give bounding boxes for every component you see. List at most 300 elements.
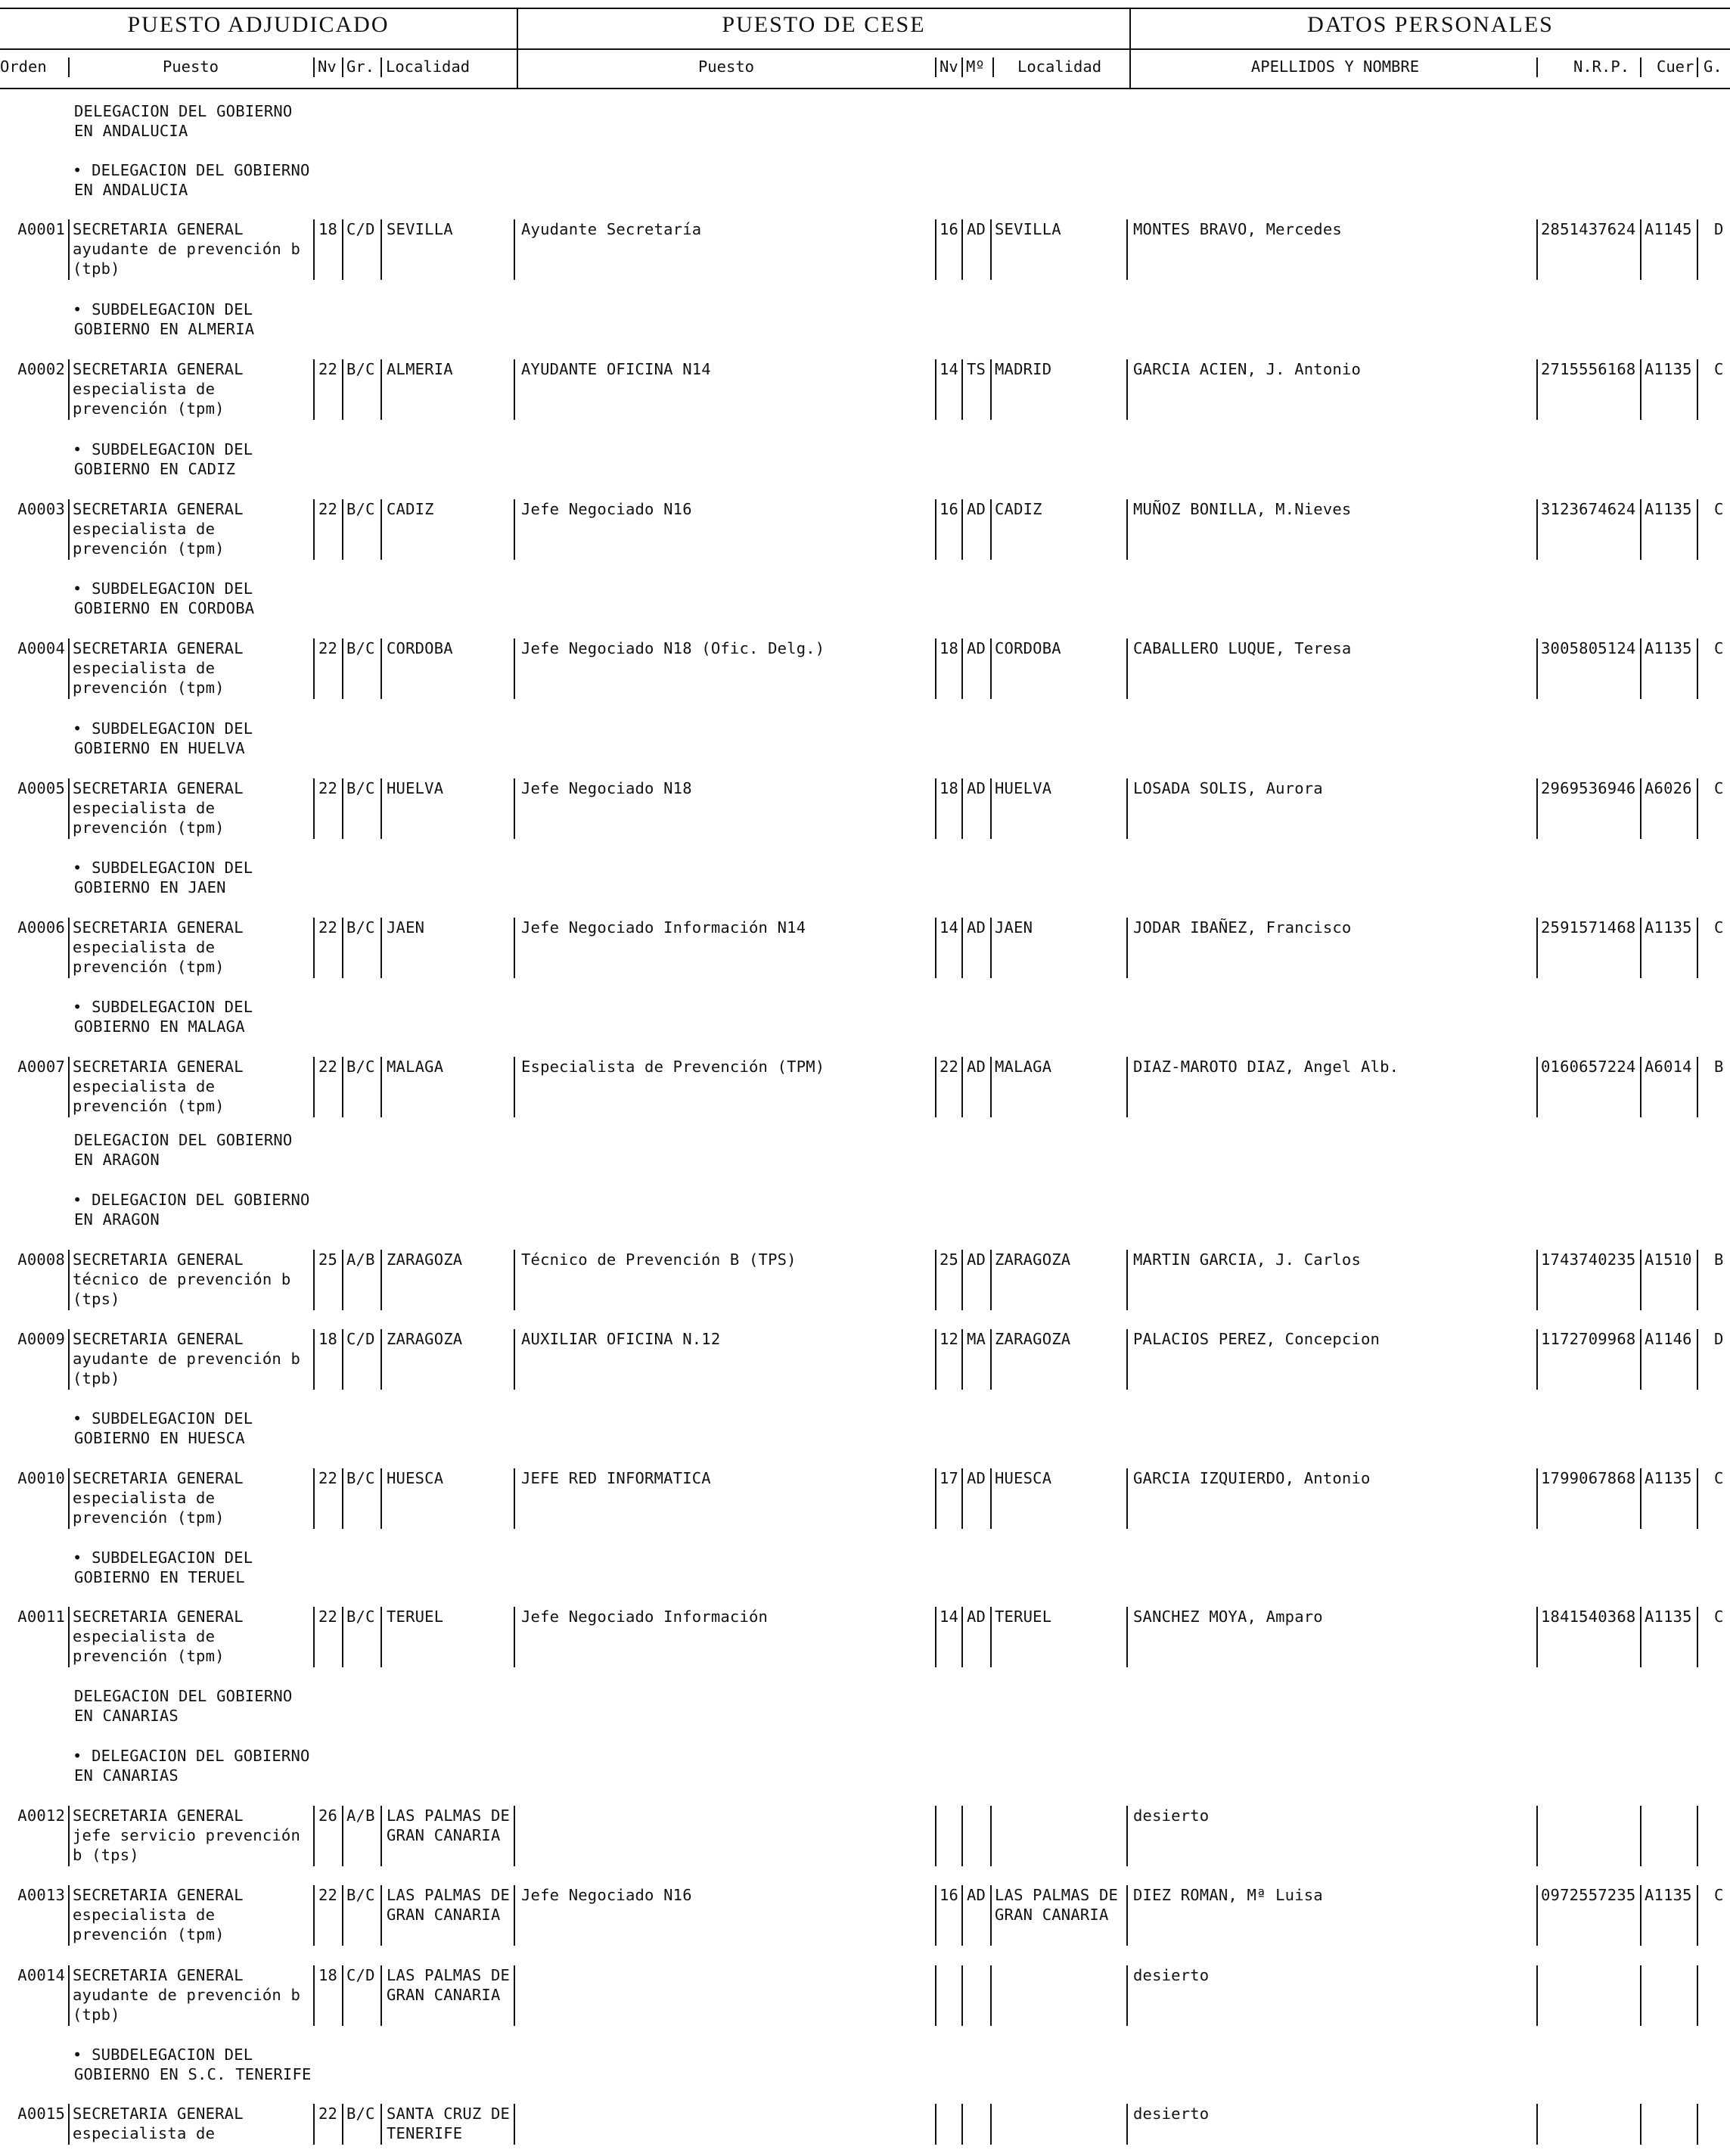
cell-separator xyxy=(313,1607,315,1667)
row-puesto: SECRETARIA GENERAL xyxy=(73,360,244,378)
row-puesto: SECRETARIA GENERAL xyxy=(73,1058,244,1076)
row-g: D xyxy=(1714,220,1724,238)
cell-separator xyxy=(342,1250,343,1310)
row-m: AD xyxy=(967,1250,986,1269)
cell-separator xyxy=(1640,778,1641,839)
cell-separator xyxy=(961,918,963,978)
cell-separator xyxy=(961,1329,963,1390)
cell-separator xyxy=(380,1806,382,1866)
col-g: G. xyxy=(1704,57,1722,76)
cell-separator xyxy=(935,1329,936,1390)
section-heading: EN ARAGON xyxy=(74,1210,160,1229)
cell-separator xyxy=(990,1607,992,1667)
row-localidad: SANTA CRUZ DE xyxy=(387,2105,511,2123)
row-puesto: SECRETARIA GENERAL xyxy=(73,639,244,657)
cell-separator xyxy=(990,1329,992,1390)
col-nrp: N.R.P. xyxy=(1573,57,1630,76)
cell-separator xyxy=(514,1250,515,1310)
cell-separator xyxy=(961,638,963,699)
cell-separator xyxy=(380,778,382,839)
cell-separator xyxy=(1536,2104,1538,2145)
cell-separator xyxy=(68,359,70,420)
cell-separator xyxy=(68,1965,70,2026)
row-puesto: SECRETARIA GENERAL xyxy=(73,1608,244,1626)
row-puesto: (tpb) xyxy=(73,1369,120,1387)
cell-separator xyxy=(1697,1250,1698,1310)
section-heading: • SUBDELEGACION DEL xyxy=(73,2046,253,2064)
row-puesto: especialista de xyxy=(73,938,216,956)
cell-separator xyxy=(514,219,515,280)
cell-separator xyxy=(1697,918,1698,978)
row-m: AD xyxy=(967,1608,986,1626)
row-orden: A0008 xyxy=(17,1250,65,1269)
section-heading: GOBIERNO EN JAEN xyxy=(74,878,226,896)
cell-separator xyxy=(313,219,315,280)
section-heading: GOBIERNO EN ALMERIA xyxy=(74,320,255,338)
row-localidad: LAS PALMAS DE xyxy=(387,1966,511,1984)
cell-separator xyxy=(313,1057,315,1117)
row-puesto: especialista de xyxy=(73,1906,216,1924)
row-puesto: prevención (tpm) xyxy=(73,958,225,976)
row-orden: A0010 xyxy=(17,1469,65,1487)
row-nrp: 2591571468 xyxy=(1541,918,1636,937)
cell-separator xyxy=(1697,1607,1698,1667)
cell-separator xyxy=(514,1468,515,1529)
col-nombre: APELLIDOS Y NOMBRE xyxy=(1250,57,1420,76)
cell-separator xyxy=(68,2104,70,2145)
row-puesto: SECRETARIA GENERAL xyxy=(73,1330,244,1348)
row-localidad: TERUEL xyxy=(387,1608,444,1626)
cell-separator xyxy=(342,1468,343,1529)
section-heading: • DELEGACION DEL GOBIERNO xyxy=(73,1191,310,1209)
cell-separator xyxy=(935,918,936,978)
col-sep xyxy=(992,57,994,77)
cell-separator xyxy=(68,638,70,699)
row-m: AD xyxy=(967,1058,986,1076)
row-nv-cese: 25 xyxy=(940,1250,959,1269)
cell-separator xyxy=(1640,638,1641,699)
row-puesto: ayudante de prevención b xyxy=(73,1350,301,1368)
row-orden: A0011 xyxy=(17,1608,65,1626)
cell-separator xyxy=(935,359,936,420)
row-gr: B/C xyxy=(346,500,375,518)
col-puesto-cese: Puesto xyxy=(697,57,755,76)
header-puesto-adjudicado: PUESTO ADJUDICADO xyxy=(127,12,390,37)
row-cuer: A1135 xyxy=(1645,1608,1692,1626)
row-orden: A0006 xyxy=(17,918,65,937)
cell-separator xyxy=(342,2104,343,2145)
cell-separator xyxy=(1640,1057,1641,1117)
cell-separator xyxy=(68,1329,70,1390)
cell-separator xyxy=(68,1468,70,1529)
row-nv: 22 xyxy=(318,918,338,937)
row-puesto-cese: Jefe Negociado N18 xyxy=(521,779,692,797)
cell-separator xyxy=(1536,918,1538,978)
row-gr: B/C xyxy=(346,1886,375,1904)
cell-separator xyxy=(342,1607,343,1667)
cell-separator xyxy=(961,1057,963,1117)
row-localidad: HUELVA xyxy=(387,779,444,797)
row-localidad-cese: HUESCA xyxy=(995,1469,1052,1487)
row-puesto: SECRETARIA GENERAL xyxy=(73,1469,244,1487)
row-puesto: prevención (tpm) xyxy=(73,399,225,418)
row-nrp: 1743740235 xyxy=(1541,1250,1636,1269)
col-sep xyxy=(1640,57,1641,77)
row-nv-cese: 14 xyxy=(940,918,959,937)
row-localidad-cese: CORDOBA xyxy=(995,639,1061,657)
cell-separator xyxy=(1697,1468,1698,1529)
row-orden: A0012 xyxy=(17,1807,65,1825)
row-gr: B/C xyxy=(346,1058,375,1076)
row-puesto: especialista de xyxy=(73,1627,216,1645)
cell-separator xyxy=(313,1806,315,1866)
cell-separator xyxy=(1126,1607,1128,1667)
cell-separator xyxy=(1640,1607,1641,1667)
cell-separator xyxy=(313,499,315,560)
cell-separator xyxy=(342,638,343,699)
row-nv: 22 xyxy=(318,1886,338,1904)
row-cuer: A6026 xyxy=(1645,779,1692,797)
cell-separator xyxy=(68,1607,70,1667)
cell-separator xyxy=(380,1057,382,1117)
cell-separator xyxy=(68,219,70,280)
row-nrp: 3005805124 xyxy=(1541,639,1636,657)
cell-separator xyxy=(68,918,70,978)
row-puesto: prevención (tpm) xyxy=(73,1508,225,1527)
section-heading: • SUBDELEGACION DEL xyxy=(73,998,253,1016)
cell-separator xyxy=(514,918,515,978)
row-m: AD xyxy=(967,1886,986,1904)
row-localidad-cese: MADRID xyxy=(995,360,1052,378)
row-localidad: JAEN xyxy=(387,918,425,937)
row-gr: B/C xyxy=(346,779,375,797)
cell-separator xyxy=(1126,499,1128,560)
cell-separator xyxy=(342,1329,343,1390)
row-nv: 22 xyxy=(318,2105,338,2123)
row-nv: 22 xyxy=(318,779,338,797)
cell-separator xyxy=(342,1965,343,2026)
col-sep xyxy=(935,57,936,77)
row-nv-cese: 16 xyxy=(940,220,959,238)
cell-separator xyxy=(313,918,315,978)
col-localidad-adj: Localidad xyxy=(386,57,471,76)
cell-separator xyxy=(1697,2104,1698,2145)
cell-separator xyxy=(342,219,343,280)
row-puesto: (tpb) xyxy=(73,259,120,278)
row-puesto: SECRETARIA GENERAL xyxy=(73,500,244,518)
col-sep xyxy=(342,57,343,77)
cell-separator xyxy=(1536,359,1538,420)
cell-separator xyxy=(313,1965,315,2026)
cell-separator xyxy=(380,1885,382,1946)
cell-separator xyxy=(514,1057,515,1117)
cell-separator xyxy=(1640,1250,1641,1310)
row-localidad-cese: SEVILLA xyxy=(995,220,1061,238)
cell-separator xyxy=(935,1468,936,1529)
row-nombre: PALACIOS PEREZ, Concepcion xyxy=(1133,1330,1381,1348)
cell-separator xyxy=(961,1607,963,1667)
cell-separator xyxy=(990,499,992,560)
row-cuer: A1135 xyxy=(1645,360,1692,378)
row-localidad-cese: JAEN xyxy=(995,918,1033,937)
row-nrp: 0160657224 xyxy=(1541,1058,1636,1076)
cell-separator xyxy=(380,499,382,560)
row-nombre: GARCIA ACIEN, J. Antonio xyxy=(1133,360,1362,378)
row-localidad: CADIZ xyxy=(387,500,434,518)
cell-separator xyxy=(313,1885,315,1946)
header-datos-personales: DATOS PERSONALES xyxy=(1307,12,1554,37)
row-nv-cese: 18 xyxy=(940,639,959,657)
cell-separator xyxy=(1126,918,1128,978)
col-sep xyxy=(313,57,315,77)
cell-separator xyxy=(514,359,515,420)
row-g: C xyxy=(1714,918,1724,937)
row-nrp: 1841540368 xyxy=(1541,1608,1636,1626)
cell-separator xyxy=(1697,1806,1698,1866)
row-nv: 18 xyxy=(318,220,338,238)
cell-separator xyxy=(68,778,70,839)
cell-separator xyxy=(1536,499,1538,560)
row-localidad: ZARAGOZA xyxy=(387,1250,463,1269)
cell-separator xyxy=(961,359,963,420)
col-sep xyxy=(1697,57,1698,77)
row-nombre: DIEZ ROMAN, Mª Luisa xyxy=(1133,1886,1323,1904)
row-gr: A/B xyxy=(346,1807,375,1825)
row-puesto: especialista de xyxy=(73,380,216,398)
cell-separator xyxy=(961,778,963,839)
section-heading: EN ANDALUCIA xyxy=(74,122,188,140)
row-m: AD xyxy=(967,220,986,238)
cell-separator xyxy=(380,638,382,699)
cell-separator xyxy=(313,1250,315,1310)
header-puesto-cese: PUESTO DE CESE xyxy=(722,12,926,37)
cell-separator xyxy=(1640,2104,1641,2145)
section-heading: EN ANDALUCIA xyxy=(74,181,188,199)
row-nrp: 3123674624 xyxy=(1541,500,1636,518)
row-g: C xyxy=(1714,360,1724,378)
row-puesto: prevención (tpm) xyxy=(73,1647,225,1665)
cell-separator xyxy=(1640,1965,1641,2026)
row-localidad: MALAGA xyxy=(387,1058,444,1076)
section-heading: • SUBDELEGACION DEL xyxy=(73,1549,253,1567)
section-heading: • SUBDELEGACION DEL xyxy=(73,859,253,877)
row-g: C xyxy=(1714,1886,1724,1904)
row-g: D xyxy=(1714,1330,1724,1348)
cell-separator xyxy=(961,1468,963,1529)
row-nv-cese: 14 xyxy=(940,360,959,378)
row-orden: A0013 xyxy=(17,1886,65,1904)
row-puesto: especialista de xyxy=(73,799,216,817)
section-heading: • SUBDELEGACION DEL xyxy=(73,719,253,738)
row-g: C xyxy=(1714,1469,1724,1487)
cell-separator xyxy=(1126,1057,1128,1117)
row-localidad-cese: ZARAGOZA xyxy=(995,1250,1071,1269)
row-puesto: ayudante de prevención b xyxy=(73,1986,301,2004)
cell-separator xyxy=(1536,1468,1538,1529)
row-gr: B/C xyxy=(346,1469,375,1487)
cell-separator xyxy=(990,638,992,699)
row-puesto: SECRETARIA GENERAL xyxy=(73,1807,244,1825)
cell-separator xyxy=(1536,1806,1538,1866)
row-m: AD xyxy=(967,639,986,657)
row-puesto: prevención (tpm) xyxy=(73,1925,225,1943)
cell-separator xyxy=(1640,1468,1641,1529)
row-puesto: ayudante de prevención b xyxy=(73,240,301,258)
cell-separator xyxy=(342,918,343,978)
col-nv-adj: Nv xyxy=(318,57,337,76)
row-gr: A/B xyxy=(346,1250,375,1269)
cell-separator xyxy=(514,1806,515,1866)
row-puesto: SECRETARIA GENERAL xyxy=(73,1886,244,1904)
cell-separator xyxy=(514,1329,515,1390)
section-heading: EN CANARIAS xyxy=(74,1707,179,1725)
row-gr: B/C xyxy=(346,360,375,378)
section-heading: • SUBDELEGACION DEL xyxy=(73,1409,253,1427)
row-localidad-cese: GRAN CANARIA xyxy=(995,1906,1109,1924)
cell-separator xyxy=(380,359,382,420)
cell-separator xyxy=(514,638,515,699)
cell-separator xyxy=(990,1250,992,1310)
row-nv: 18 xyxy=(318,1966,338,1984)
cell-separator xyxy=(313,778,315,839)
row-nv: 25 xyxy=(318,1250,338,1269)
section-heading: • DELEGACION DEL GOBIERNO xyxy=(73,1747,310,1765)
row-m: AD xyxy=(967,1469,986,1487)
row-puesto-cese: Jefe Negociado N16 xyxy=(521,1886,692,1904)
row-localidad: TENERIFE xyxy=(387,2124,463,2142)
cell-separator xyxy=(961,499,963,560)
row-nrp: 2715556168 xyxy=(1541,360,1636,378)
cell-separator xyxy=(1126,1965,1128,2026)
cell-separator xyxy=(1536,1885,1538,1946)
cell-separator xyxy=(514,1885,515,1946)
cell-separator xyxy=(1697,1885,1698,1946)
section-heading: EN CANARIAS xyxy=(74,1766,179,1785)
col-nv-cese: Nv xyxy=(940,57,958,76)
cell-separator xyxy=(514,1607,515,1667)
row-puesto-cese: Jefe Negociado Información xyxy=(521,1608,769,1626)
row-m: MA xyxy=(967,1330,986,1348)
row-m: AD xyxy=(967,779,986,797)
cell-separator xyxy=(935,1607,936,1667)
cell-separator xyxy=(990,1806,992,1866)
row-puesto: (tps) xyxy=(73,1290,120,1308)
cell-separator xyxy=(1126,219,1128,280)
cell-separator xyxy=(313,359,315,420)
cell-separator xyxy=(1697,359,1698,420)
cell-separator xyxy=(1640,918,1641,978)
row-puesto-cese: Jefe Negociado N18 (Ofic. Delg.) xyxy=(521,639,825,657)
cell-separator xyxy=(68,1250,70,1310)
cell-separator xyxy=(1126,359,1128,420)
cell-separator xyxy=(1126,638,1128,699)
cell-separator xyxy=(380,2104,382,2145)
cell-separator xyxy=(1536,778,1538,839)
row-nombre: DIAZ-MAROTO DIAZ, Angel Alb. xyxy=(1133,1058,1399,1076)
row-nombre: SANCHEZ MOYA, Amparo xyxy=(1133,1608,1323,1626)
row-nv-cese: 12 xyxy=(940,1330,959,1348)
top-rule xyxy=(0,8,1730,9)
row-localidad: LAS PALMAS DE xyxy=(387,1886,511,1904)
row-gr: B/C xyxy=(346,918,375,937)
cell-separator xyxy=(935,778,936,839)
row-cuer: A1135 xyxy=(1645,639,1692,657)
cell-separator xyxy=(313,1329,315,1390)
row-puesto: especialista de xyxy=(73,520,216,538)
row-m: AD xyxy=(967,918,986,937)
row-m: AD xyxy=(967,500,986,518)
row-puesto: prevención (tpm) xyxy=(73,539,225,558)
cell-separator xyxy=(1536,219,1538,280)
cell-separator xyxy=(68,499,70,560)
row-puesto: prevención (tpm) xyxy=(73,1097,225,1115)
col-sep xyxy=(961,57,963,77)
cell-separator xyxy=(1697,1965,1698,2026)
row-cuer: A1135 xyxy=(1645,1469,1692,1487)
row-puesto: (tpb) xyxy=(73,2005,120,2024)
section-heading: GOBIERNO EN TERUEL xyxy=(74,1568,245,1586)
row-localidad-cese: HUELVA xyxy=(995,779,1052,797)
cell-separator xyxy=(313,638,315,699)
cell-separator xyxy=(342,1057,343,1117)
section-heading: GOBIERNO EN CADIZ xyxy=(74,460,236,478)
cell-separator xyxy=(1536,1250,1538,1310)
col-sep xyxy=(1536,57,1538,77)
cell-separator xyxy=(990,1885,992,1946)
cell-separator xyxy=(342,1806,343,1866)
row-localidad: ZARAGOZA xyxy=(387,1330,463,1348)
row-puesto: jefe servicio prevención xyxy=(73,1826,301,1844)
section-heading: GOBIERNO EN S.C. TENERIFE xyxy=(74,2065,312,2083)
cell-separator xyxy=(313,2104,315,2145)
row-gr: C/D xyxy=(346,220,375,238)
cell-separator xyxy=(990,1965,992,2026)
col-m: Mº xyxy=(966,57,985,76)
row-localidad: GRAN CANARIA xyxy=(387,1826,501,1844)
section-heading: • DELEGACION DEL GOBIERNO xyxy=(73,161,310,179)
cell-separator xyxy=(1697,778,1698,839)
row-orden: A0001 xyxy=(17,220,65,238)
cell-separator xyxy=(380,918,382,978)
row-puesto: SECRETARIA GENERAL xyxy=(73,1250,244,1269)
row-g: C xyxy=(1714,639,1724,657)
row-g: B xyxy=(1714,1250,1724,1269)
row-cuer: A1510 xyxy=(1645,1250,1692,1269)
cell-separator xyxy=(1126,1806,1128,1866)
cell-separator xyxy=(342,778,343,839)
row-orden: A0005 xyxy=(17,779,65,797)
row-puesto: prevención (tpm) xyxy=(73,679,225,697)
cell-separator xyxy=(68,1057,70,1117)
row-orden: A0015 xyxy=(17,2105,65,2123)
cell-separator xyxy=(1536,638,1538,699)
section-heading: • SUBDELEGACION DEL xyxy=(73,440,253,458)
cell-separator xyxy=(961,1885,963,1946)
row-localidad: LAS PALMAS DE xyxy=(387,1807,511,1825)
cell-separator xyxy=(1640,219,1641,280)
row-cuer: A6014 xyxy=(1645,1058,1692,1076)
cell-separator xyxy=(1697,1329,1698,1390)
cell-separator xyxy=(990,1468,992,1529)
cell-separator xyxy=(1640,1806,1641,1866)
row-puesto: especialista de xyxy=(73,2124,216,2142)
header-bottom-rule xyxy=(0,88,1730,89)
row-localidad-cese: MALAGA xyxy=(995,1058,1052,1076)
row-puesto-cese: AYUDANTE OFICINA N14 xyxy=(521,360,711,378)
row-localidad-cese: LAS PALMAS DE xyxy=(995,1886,1119,1904)
cell-separator xyxy=(68,1885,70,1946)
row-puesto-cese: Jefe Negociado Información N14 xyxy=(521,918,806,937)
